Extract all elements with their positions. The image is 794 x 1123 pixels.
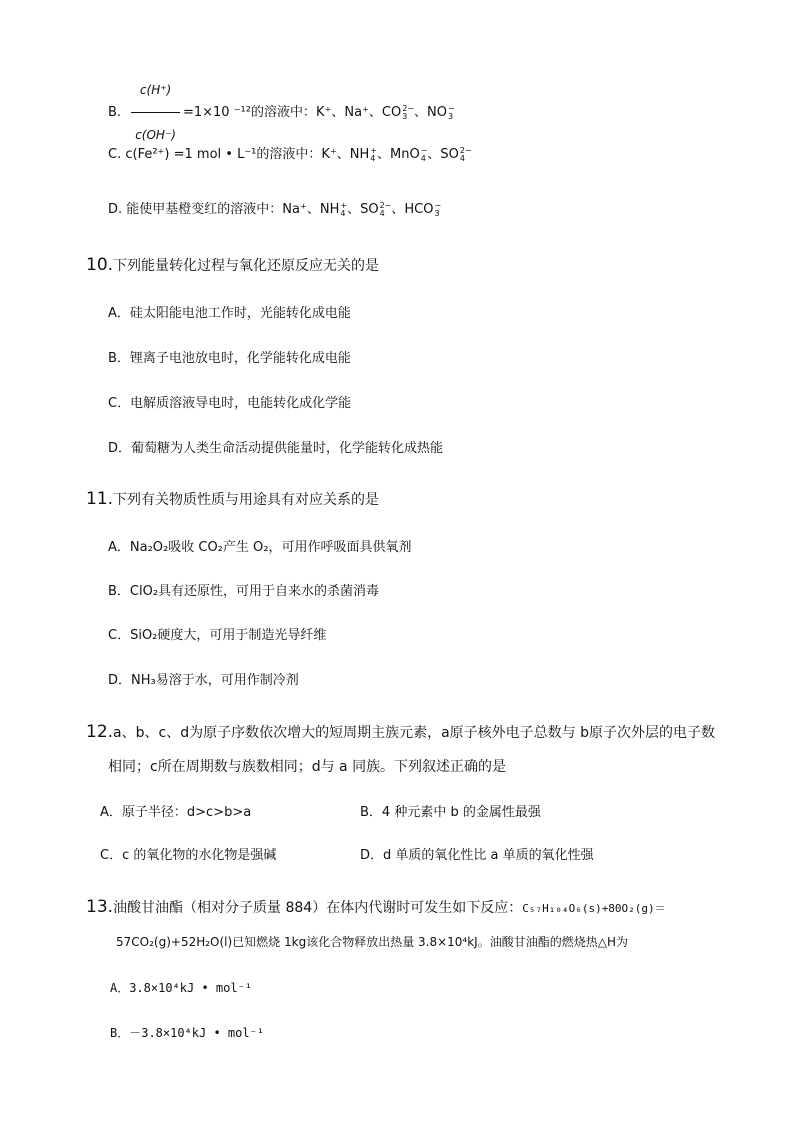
q13-option-b: B．－3.8×10⁴kJ • mol⁻¹ bbox=[110, 1026, 265, 1040]
q11-option-d: D．NH₃易溶于水，可用作制冷剂 bbox=[108, 673, 299, 688]
q11-option-b: B．ClO₂具有还原性，可用于自来水的杀菌消毒 bbox=[108, 584, 380, 599]
q9-option-b-sep: 、NO bbox=[414, 105, 447, 120]
co3-charge: 2− 3 bbox=[402, 103, 415, 121]
mno4-charge: − 4 bbox=[420, 145, 428, 163]
hco3-charge: − 3 bbox=[434, 200, 442, 218]
q10-option-b: B．锂离子电池放电时，化学能转化成电能 bbox=[108, 351, 351, 366]
reaction-equation: C₅₇H₁₀₄O₆(s)+80O₂(g)＝ bbox=[522, 902, 666, 915]
so4-charge: 2− 4 bbox=[379, 200, 392, 218]
q13-stem-line1 bbox=[86, 898, 666, 918]
q9-option-c-label: C. bbox=[108, 147, 122, 162]
q9-option-d-text3: 、HCO bbox=[391, 202, 434, 217]
q9-option-d bbox=[108, 201, 441, 219]
q10-option-c: C．电解质溶液导电时，电能转化成化学能 bbox=[108, 396, 352, 411]
question-number: 10. bbox=[86, 255, 114, 275]
no3-charge: − 3 bbox=[448, 103, 455, 121]
q11-option-c: C．SiO₂硬度大，可用于制造光导纤维 bbox=[108, 628, 327, 643]
q13-stem-line2: 57CO₂(g)+52H₂O(l)已知燃烧 1kg该化合物释放出热量 3.8×10⁴kJ。油酸甘油酯的燃烧热△H为 bbox=[116, 935, 628, 949]
q12-option-a: A．原子半径：d>c>b>a bbox=[100, 805, 252, 820]
so4-charge: 2− 4 bbox=[459, 145, 472, 163]
question-number: 12. bbox=[86, 722, 114, 742]
nh4-charge: + 4 bbox=[340, 200, 348, 218]
q9-option-c-text: c(Fe²⁺) =1 mol • L⁻¹的溶液中：K⁺、NH bbox=[125, 147, 370, 162]
q9-option-c bbox=[108, 146, 472, 164]
q12-stem-line2: 相同；c所在周期数与族数相同；d与 a 同族。下列叙述正确的是 bbox=[108, 759, 507, 775]
nh4-charge: + 4 bbox=[370, 145, 377, 163]
fraction-numerator: c(H⁺) bbox=[139, 83, 172, 97]
q9-option-b bbox=[108, 70, 455, 142]
q9-option-b-text: =1×10 ⁻¹²的溶液中：K⁺、Na⁺、CO bbox=[182, 105, 402, 120]
q12-option-b: B．4 种元素中 b 的金属性最强 bbox=[360, 805, 541, 820]
q12-option-d: D．d 单质的氧化性比 a 单质的氧化性强 bbox=[360, 848, 594, 863]
q9-option-d-text2: 、SO bbox=[347, 202, 379, 217]
q9-option-c-text2: 、MnO bbox=[376, 147, 420, 162]
question-number: 11. bbox=[86, 489, 114, 509]
question-stem: 油酸甘油酯（相对分子质量 884）在体内代谢时可发生如下反应： bbox=[113, 900, 523, 916]
q12-option-c: C．c 的氧化物的水化物是强碱 bbox=[100, 848, 277, 863]
question-stem: 下列有关物质性质与用途具有对应关系的是 bbox=[113, 492, 380, 508]
q11-stem bbox=[86, 490, 379, 509]
q11-option-a: A．Na₂O₂吸收 CO₂产生 O₂，可用作呼吸面具供氧剂 bbox=[108, 540, 412, 555]
ion-ratio-fraction bbox=[131, 70, 180, 155]
q13-option-a: A．3.8×10⁴kJ • mol⁻¹ bbox=[110, 981, 253, 995]
question-stem: 下列能量转化过程与氧化还原反应无关的是 bbox=[113, 258, 380, 274]
q10-stem bbox=[86, 256, 379, 275]
q10-option-a: A．硅太阳能电池工作时，光能转化成电能 bbox=[108, 306, 351, 321]
question-number: 13. bbox=[86, 897, 114, 917]
q9-option-d-label: D. bbox=[108, 202, 123, 217]
q9-option-b-label: B. bbox=[108, 105, 122, 120]
q10-option-d: D．葡萄糖为人类生命活动提供能量时，化学能转化成热能 bbox=[108, 441, 444, 456]
q12-stem-line1 bbox=[86, 723, 715, 742]
q9-option-d-text: 能使甲基橙变红的溶液中：Na⁺、NH bbox=[126, 202, 340, 217]
q9-option-c-text3: 、SO bbox=[427, 147, 459, 162]
fraction-denominator: c(OH⁻) bbox=[131, 112, 180, 155]
question-stem: a、b、c、d为原子序数依次增大的短周期主族元素，a原子核外电子总数与 b原子次外层的电子数 bbox=[113, 725, 716, 741]
